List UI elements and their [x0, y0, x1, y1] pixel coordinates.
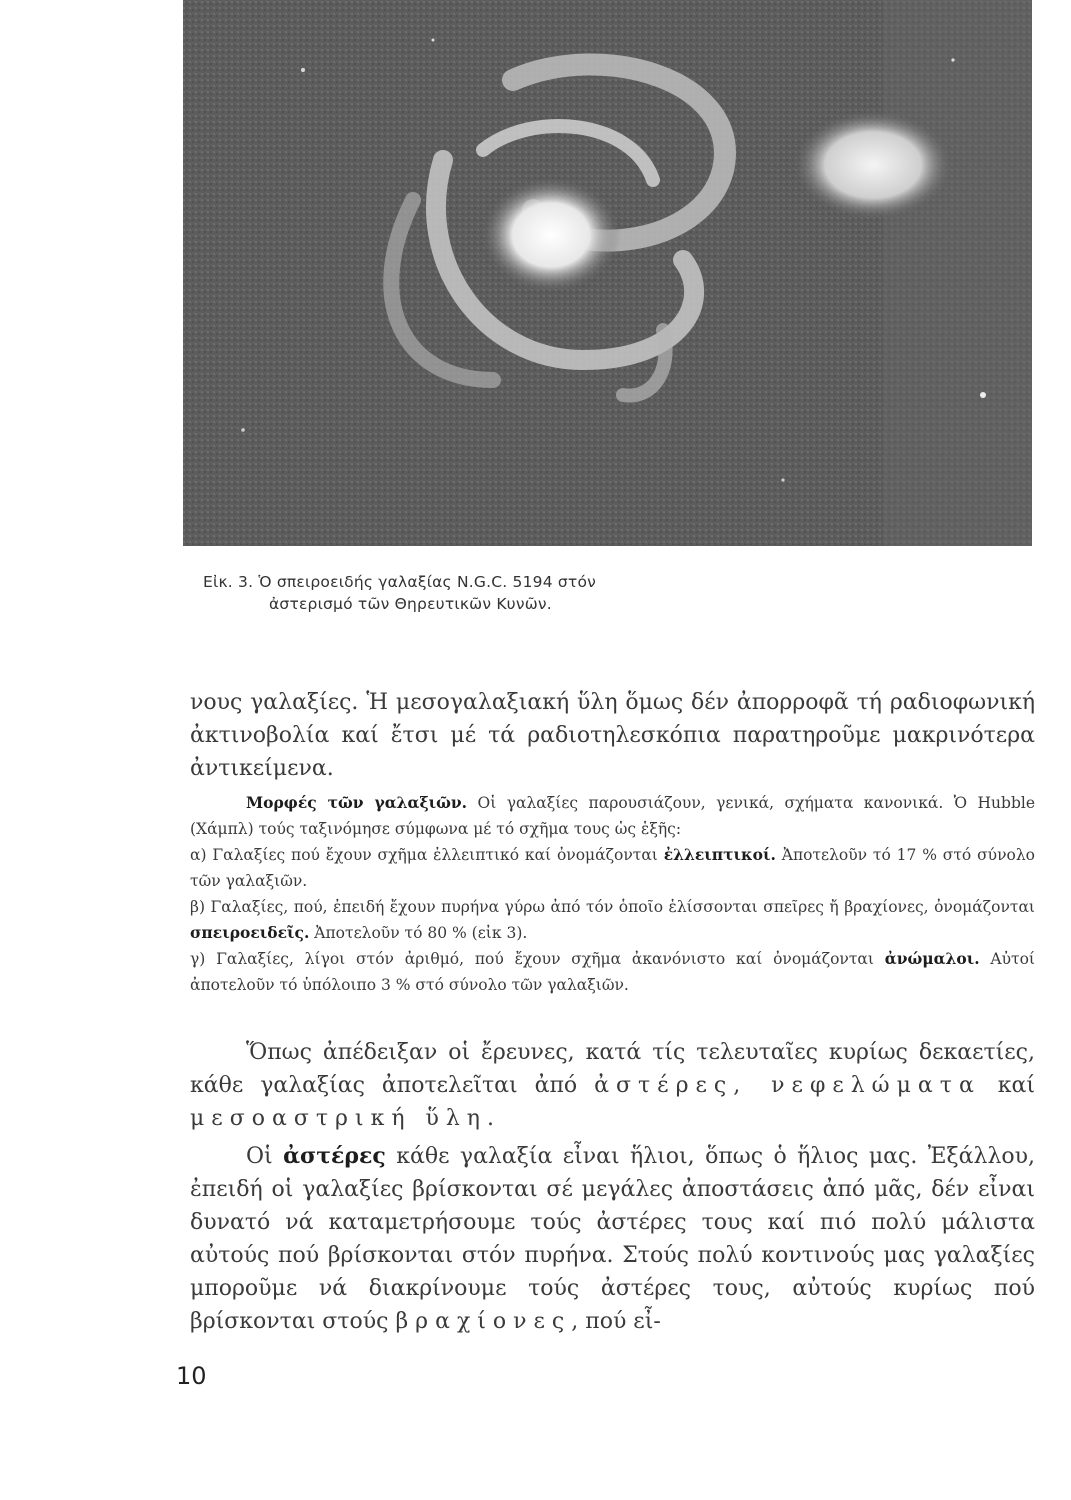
list-item-b: β) Γαλαξίες, πού, ἐπειδή ἔχουν πυρήνα γύρω ἀπό τόν ὁποῖο ἑλίσσονται σπεῖρες ἤ βραχίονες, ὀνομάζονται σπειροειδεῖς. Ἀποτελοῦν τό 80 % (εἰκ 3).	[190, 898, 1035, 942]
forms-intro-text: Οἱ γαλαξίες παρουσιάζουν, γενικά, σχήματα κανονικά. Ὁ Hubble (Χάμπλ) τούς ταξινόμησε σύμφωνα μέ τό σχῆμα τους ὡς ἑξῆς:	[190, 794, 1035, 838]
paragraph-3: Οἱ ἀστέρες κάθε γαλαξία εἶναι ἥλιοι, ὅπως ὁ ἥλιος μας. Ἐξάλλου, ἐπειδή οἱ γαλαξίες βρίσκονται σέ μεγάλες ἀποστάσεις ἀπό μᾶς, δέν εἶναι δυνατό νά καταμετρήσουμε τούς ἀστέρες τους καί πιό πολύ μάλιστα αὐτούς πού βρίσκονται στόν πυρήνα. Στούς πολύ κοντινούς μας γαλαξίες μποροῦμε νά διακρίνουμε τούς ἀστέρες τους, αὐτούς κυρίως πού βρίσκονται στούς βραχίονες, πού εἶ-	[190, 1143, 1036, 1334]
paragraph-2: Ὅπως ἀπέδειξαν οἱ ἔρευνες, κατά τίς τελευταῖες κυρίως δεκαετίες, κάθε γαλαξίας ἀποτελεῖται ἀπό ἀστέρες, νεφελώματα καί μεσοαστρική ὕλη.	[190, 1040, 1036, 1131]
list-item-a: α) Γαλαξίες πού ἔχουν σχῆμα ἐλλειπτικό καί ὀνομάζονται ἐλλειπτικοί. Ἀποτελοῦν τό 17 % στό σύνολο τῶν γαλαξιῶν.	[190, 845, 1035, 890]
spaced-term-1: ἀστέρες, νεφελώματα	[594, 1073, 981, 1098]
spaced-term-3: βραχίονες	[395, 1309, 572, 1334]
elliptical-term: ἐλλειπτικοί.	[663, 845, 776, 864]
page-number: 10	[176, 1362, 207, 1390]
list-item-c: γ) Γαλαξίες, λίγοι στόν ἀριθμό, πού ἔχουν σχῆμα ἀκανόνιστο καί ὀνομάζονται ἀνώμαλοι. Αὐτοί ἀποτελοῦν τό ὑπόλοιπο 3 % στό σύνολο τῶν γαλαξιῶν.	[190, 949, 1036, 994]
spiral-galaxy-image	[183, 0, 1032, 546]
irregular-term: ἀνώμαλοι.	[884, 949, 980, 968]
forms-section	[190, 790, 1035, 998]
stars-term: ἀστέρες	[283, 1143, 386, 1169]
spiral-term: σπειροειδεῖς.	[190, 923, 310, 942]
galaxy-photo	[183, 0, 1032, 546]
forms-heading: Μορφές τῶν γαλαξιῶν.	[246, 793, 468, 812]
spaced-term-2: μεσοαστρική ὕλη.	[190, 1106, 501, 1131]
figure-caption	[203, 571, 803, 615]
caption-line-1: Εἰκ. 3. Ὁ σπειροειδής γαλαξίας N.G.C. 5194 στόν	[203, 573, 596, 591]
forms-intro	[190, 790, 1035, 842]
paragraph-1: νους γαλαξίες. Ἡ μεσογαλαξιακή ὕλη ὅμως δέν ἀπορροφᾶ τή ραδιοφωνική ἀκτινοβολία καί ἔτσι μέ τά ραδιοτηλεσκόπια παρατηροῦμε μακρινότερα ἀντικείμενα.	[190, 690, 1035, 781]
caption-line-2: ἀστερισμό τῶν Θηρευτικῶν Κυνῶν.	[269, 595, 552, 613]
